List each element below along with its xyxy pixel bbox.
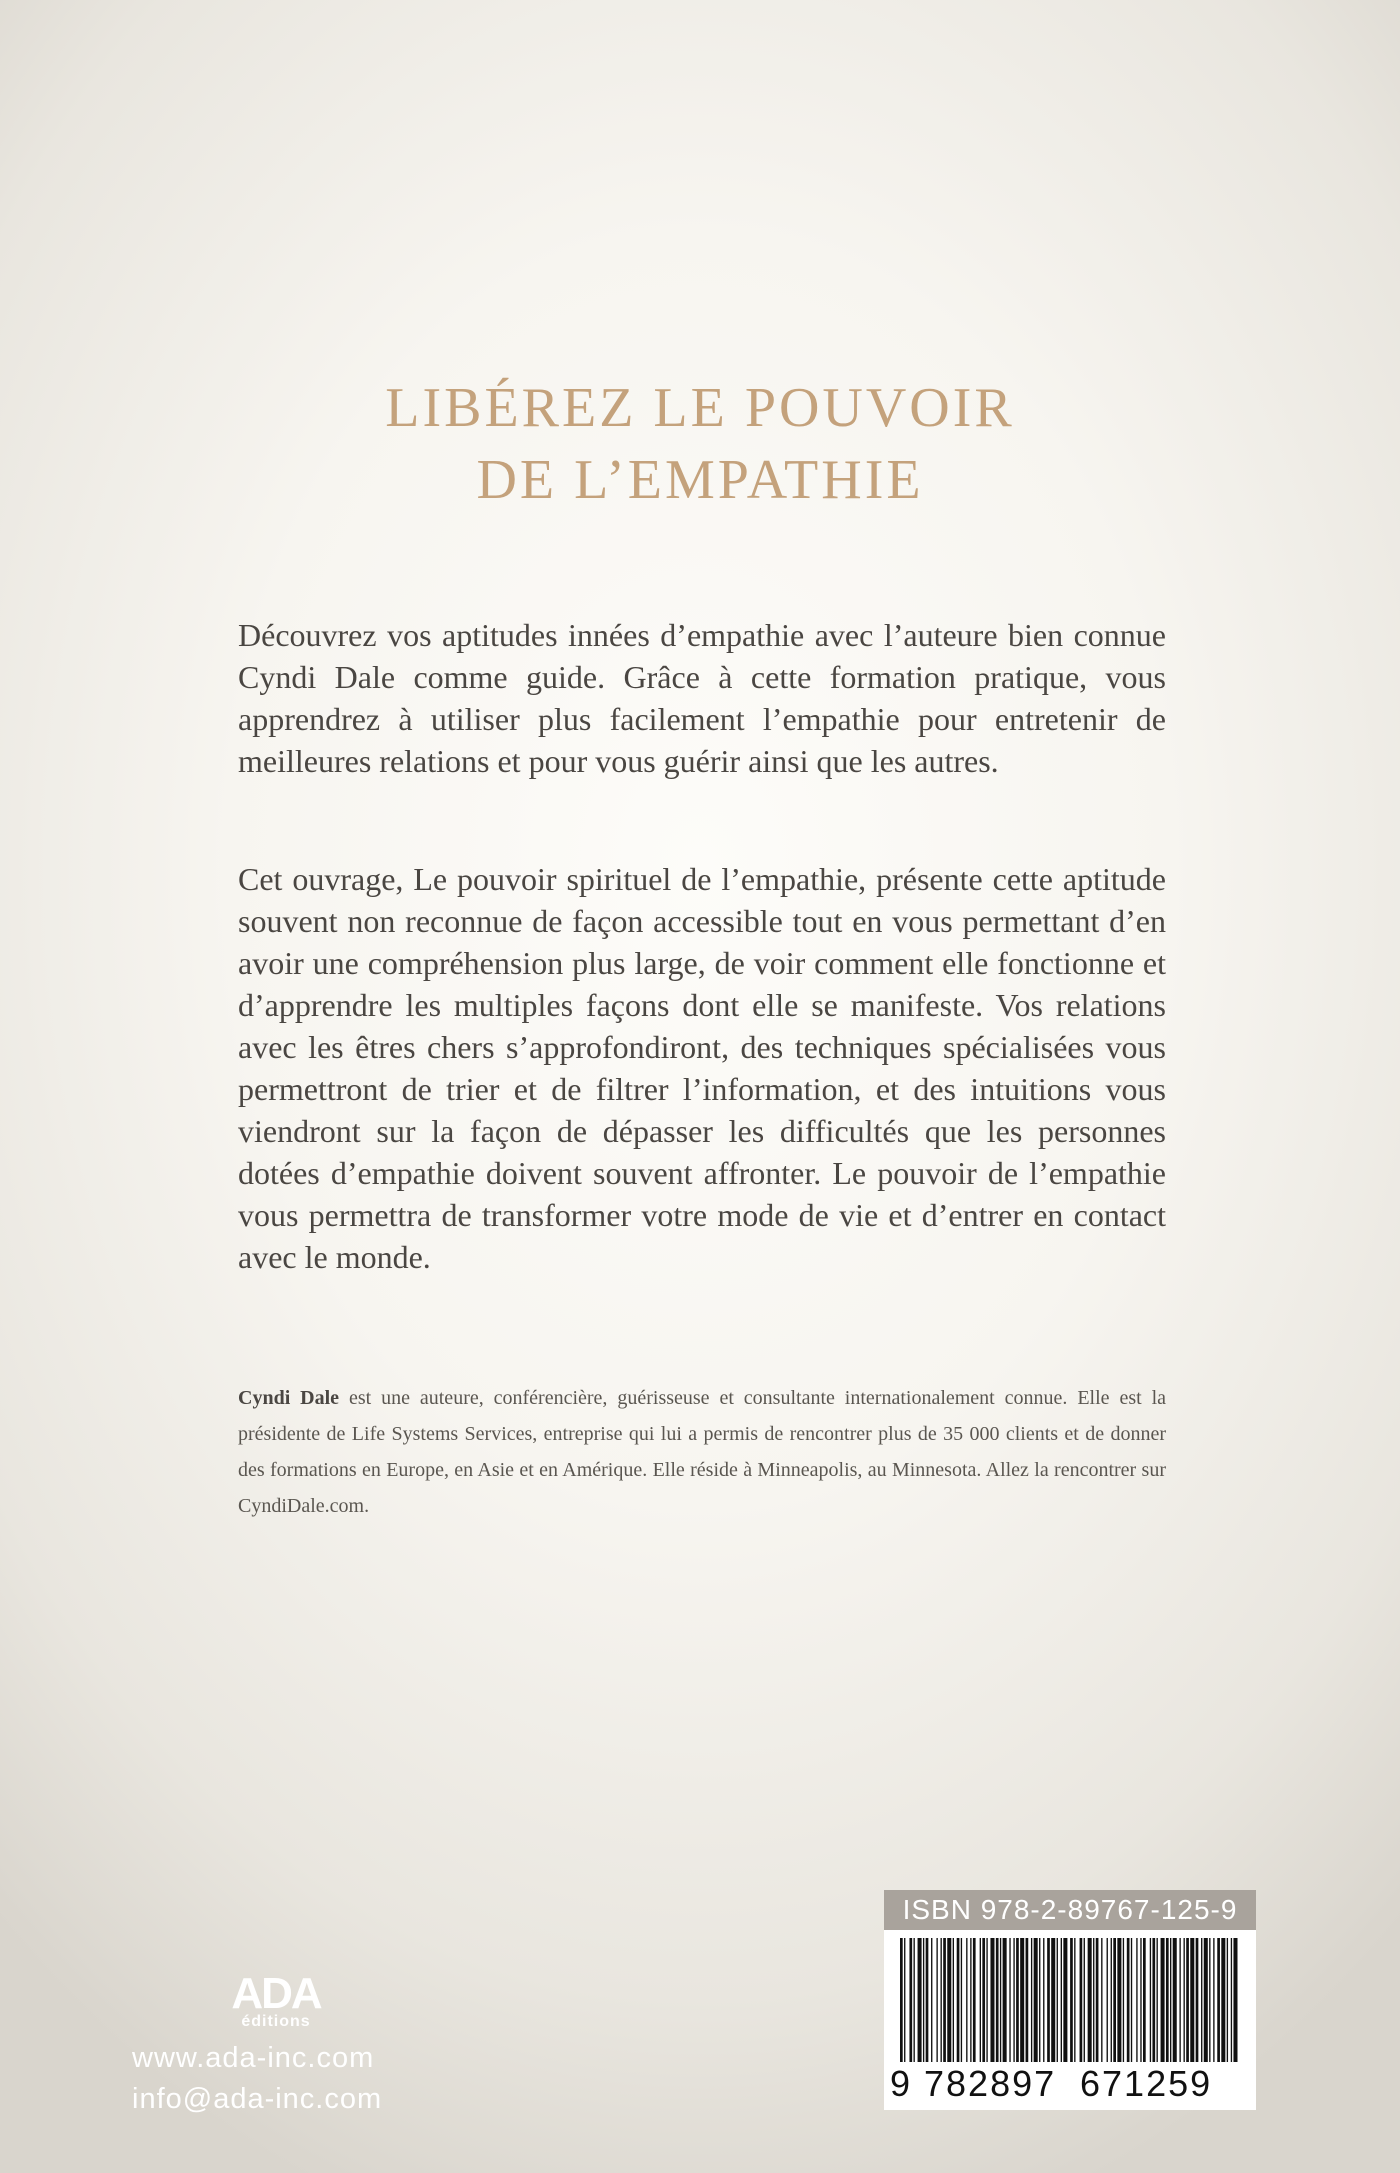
barcode-bar	[1003, 1938, 1007, 2062]
barcode-bar	[1196, 1938, 1199, 2062]
title-line-1: LIBÉREZ LE POUVOIR	[385, 377, 1015, 439]
book-title	[0, 372, 1400, 516]
barcode-bar	[1213, 1938, 1214, 2062]
author-name: Cyndi Dale	[238, 1387, 340, 1409]
barcode-bar	[904, 1938, 905, 2062]
barcode-bar	[1096, 1938, 1099, 2062]
description-paragraph: Cet ouvrage, Le pouvoir spirituel de l’empathie, présente cette aptitude souvent non reconnue de façon accessible tout en vous permettant d’en avoir une compréhension plus large, de voir comment elle fonctionne et d’apprendre les multiples façons dont elle se manifeste. Vos relations avec les êtres chers s’approfondiront, des techniques spécialisées vous permettront de trier et de filtrer l’information, et des intuitions vous viendront sur la façon de dépasser les difficultés que les personnes dotées d’empathie doivent souvent affronter. Le pouvoir de l’empathie vous permettra de transformer votre mode de vie et d’entrer en contact avec le monde.	[238, 861, 1166, 1275]
author-bio-text: est une auteure, conférencière, guérisseuse et consultante internationalement connue. Elle est la présidente de Life Systems Services, entreprise qui lui a permis de rencontrer plus de 35 000 clients et de donner des formations en Europe, en Asie et en Amérique. Elle réside à Minneapolis, au Minnesota. Allez la rencontrer sur CyndiDale.com.	[238, 1387, 1167, 1517]
barcode-bar	[1233, 1938, 1237, 2062]
barcode-bar	[953, 1938, 954, 2062]
barcode-bar	[1152, 1938, 1155, 2062]
barcode-bar	[936, 1938, 937, 2062]
barcode-bar	[1034, 1938, 1038, 2062]
barcode-bar	[961, 1938, 962, 2062]
barcode-bar	[1107, 1938, 1108, 2062]
barcode-bar	[1013, 1938, 1014, 2062]
barcode-bar	[1170, 1938, 1171, 2062]
barcode-bar	[970, 1938, 971, 2062]
barcode-bar	[990, 1938, 994, 2062]
barcode-bar	[1080, 1938, 1083, 2062]
barcode-bar	[1166, 1938, 1169, 2062]
barcode-bar	[1150, 1938, 1151, 2062]
barcode-bar	[909, 1938, 912, 2062]
barcode-bar	[926, 1938, 929, 2062]
barcode-number	[884, 2062, 1256, 2106]
barcode-bar	[1136, 1938, 1137, 2062]
barcode-bar	[1043, 1938, 1044, 2062]
barcode-bars	[898, 1938, 1242, 2062]
barcode-bar	[982, 1938, 985, 2062]
barcode-bar	[1161, 1938, 1165, 2062]
barcode-bar	[923, 1938, 924, 2062]
barcode-bar	[947, 1938, 951, 2062]
barcode-bar	[996, 1938, 999, 2062]
barcode-bar	[1140, 1938, 1141, 2062]
barcode-left-digits: 782897	[924, 2063, 1057, 2104]
barcode-bar	[1179, 1938, 1180, 2062]
barcode-bar	[1093, 1938, 1094, 2062]
title-line-2: DE L’EMPATHIE	[476, 449, 924, 511]
barcode-bar	[1123, 1938, 1124, 2062]
barcode-bar	[931, 1938, 932, 2062]
barcode-first-digit: 9	[890, 2063, 911, 2104]
barcode-bar	[1204, 1938, 1208, 2062]
barcode-bar	[914, 1938, 915, 2062]
barcode-bar	[1009, 1938, 1010, 2062]
barcode-bar	[943, 1938, 946, 2062]
publisher-website: www.ada-inc.com	[132, 2042, 375, 2074]
barcode-bar	[1127, 1938, 1130, 2062]
barcode-bar	[1227, 1938, 1228, 2062]
barcode-bar	[986, 1938, 987, 2062]
barcode-bar	[941, 1938, 942, 2062]
barcode-bar	[1117, 1938, 1121, 2062]
barcode-bar	[1039, 1938, 1040, 2062]
barcode-bar	[1031, 1938, 1032, 2062]
barcode-bar	[957, 1938, 960, 2062]
barcode-bar	[1020, 1938, 1024, 2062]
barcode-bar	[1000, 1938, 1001, 2062]
barcode-bar	[1074, 1938, 1075, 2062]
intro-paragraph: Découvrez vos aptitudes innées d’empathie avec l’auteure bien connue Cyndi Dale comme guide. Grâce à cette formation pratique, vous apprendrez à utiliser plus facilement l’empathie pour entretenir de meilleures relations et pour vous guérir ainsi que les autres.	[238, 617, 1166, 779]
barcode-bar	[1113, 1938, 1116, 2062]
barcode-bar	[1026, 1938, 1029, 2062]
publisher-email: info@ada-inc.com	[132, 2083, 383, 2115]
author-bio	[238, 1380, 1166, 1524]
barcode-bar	[1173, 1938, 1177, 2062]
barcode-bar	[1184, 1938, 1185, 2062]
barcode-bar	[1084, 1938, 1085, 2062]
barcode-bar	[1209, 1938, 1210, 2062]
barcode-bar	[1231, 1938, 1232, 2062]
logo-text: ADA	[231, 1970, 321, 2018]
barcode-bar	[1190, 1938, 1194, 2062]
barcode-bar	[966, 1938, 967, 2062]
barcode-bar	[1143, 1938, 1146, 2062]
barcode-right-digits: 671259	[1080, 2063, 1213, 2104]
barcode-bar	[1088, 1938, 1092, 2062]
barcode-bar	[1016, 1938, 1019, 2062]
barcode-bar	[1063, 1938, 1067, 2062]
barcode-bar	[1157, 1938, 1158, 2062]
logo-subtext: éditions	[241, 2013, 311, 2030]
isbn-label: ISBN 978-2-89767-125-9	[884, 1890, 1256, 1930]
barcode-bar	[1217, 1938, 1220, 2062]
barcode-panel	[884, 1890, 1256, 2110]
barcode-bar	[1070, 1938, 1073, 2062]
barcode-bar	[1057, 1938, 1058, 2062]
barcode-bar	[1111, 1938, 1112, 2062]
barcode-bar	[900, 1938, 903, 2062]
barcode-bar	[980, 1938, 981, 2062]
barcode-bar	[1047, 1938, 1050, 2062]
barcode-bar	[1201, 1938, 1202, 2062]
barcode-bar	[973, 1938, 976, 2062]
barcode-bar	[1101, 1938, 1102, 2062]
barcode-bar	[1186, 1938, 1189, 2062]
barcode-bar	[1221, 1938, 1225, 2062]
barcode-bar	[918, 1938, 922, 2062]
barcode-bar	[1051, 1938, 1055, 2062]
barcode-bar	[1061, 1938, 1062, 2062]
ada-logo	[212, 1970, 340, 2032]
barcode-bar	[1131, 1938, 1132, 2062]
